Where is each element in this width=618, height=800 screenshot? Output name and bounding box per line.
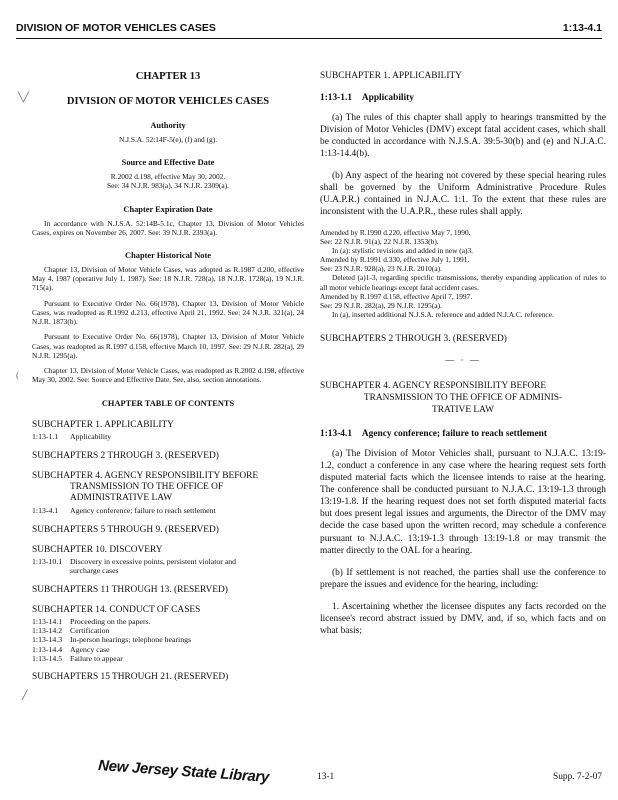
history-line: See: 22 N.J.R. 91(a), 22 N.J.R. 1353(b). bbox=[320, 237, 439, 247]
source-text: See: 34 N.J.R. 983(a), 34 N.J.R. 2309(a). bbox=[107, 181, 229, 191]
toc-subchapter bbox=[32, 544, 304, 576]
toc-subchapter-title: ADMINISTRATIVE LAW bbox=[70, 492, 173, 503]
subchapter-heading bbox=[320, 380, 606, 416]
subchapter-heading-line: TRANSMISSION TO THE OFFICE OF ADMINIS- bbox=[363, 393, 563, 404]
toc-subchapter-title: SUBCHAPTER 4. AGENCY RESPONSIBILITY BEFORE bbox=[32, 470, 259, 481]
history-line: Amended by R.1991 d.330, effective July 1, 1991. bbox=[320, 255, 470, 265]
expiration-text: In accordance with N.J.S.A. 52:14B-5.1c, Chapter 13, Division of Motor Vehicles Cases, expires on November 26, 2007. See: 39 N.J.R. 2393(a). bbox=[32, 218, 304, 237]
source-heading: Source and Effective Date bbox=[121, 158, 215, 168]
toc-entry-title: Failure to appear bbox=[70, 654, 123, 663]
toc-entry-title: Agency conference; failure to reach settlement bbox=[70, 506, 216, 516]
toc-subchapter bbox=[32, 470, 304, 516]
subchapter-heading-line: TRATIVE LAW bbox=[432, 405, 494, 416]
chapter-name: DIVISION OF MOTOR VEHICLES CASES bbox=[66, 96, 270, 108]
body-paragraph: (b) If settlement is not reached, the parties shall use the conference to prepare the issues and evidence for the hearing, including: bbox=[320, 567, 606, 590]
toc-subchapter-title: SUBCHAPTERS 15 THROUGH 21. (RESERVED) bbox=[32, 672, 229, 683]
page-number: 13-1 bbox=[317, 772, 335, 782]
toc-entry bbox=[32, 506, 304, 515]
section-number: 1:13-4.1 bbox=[320, 429, 353, 440]
chapter-number: CHAPTER 13 bbox=[135, 71, 201, 82]
toc-subchapter bbox=[32, 671, 304, 683]
subchapter-heading: SUBCHAPTER 1. APPLICABILITY bbox=[320, 71, 462, 81]
toc-entry-number: 1:13-10.1 bbox=[32, 556, 63, 566]
history-paragraph: Pursuant to Executive Order No. 66(1978), Chapter 13, Division of Motor Vehicle Cases, was readopted as R.1992 d.213, effective April 21, 1992. See: 24 N.J.R. 321(a), 24 N.J.R. 1873(b). bbox=[32, 298, 304, 327]
toc-entry bbox=[32, 635, 304, 644]
section-heading bbox=[320, 428, 606, 440]
authority-heading: Authority bbox=[150, 120, 186, 130]
toc-entry-number: 1:13-14.1 bbox=[32, 616, 63, 626]
authority-text: N.J.S.A. 52:14F-5(e), (f) and (g). bbox=[118, 134, 218, 144]
left-column bbox=[32, 70, 304, 691]
section-title: Agency conference; failure to reach settlement bbox=[361, 429, 547, 440]
toc-entry bbox=[32, 557, 304, 576]
toc-entry bbox=[32, 645, 304, 654]
toc-subchapter-title: SUBCHAPTERS 11 THROUGH 13. (RESERVED) bbox=[32, 584, 228, 595]
section-history bbox=[320, 228, 606, 318]
header-title: DIVISION OF MOTOR VEHICLES CASES bbox=[16, 22, 216, 34]
margin-mark: ╲╱ bbox=[18, 92, 29, 102]
section-number: 1:13-1.1 bbox=[320, 93, 353, 104]
toc-subchapter bbox=[32, 584, 304, 596]
toc-subchapter bbox=[32, 450, 304, 462]
toc-subchapter bbox=[32, 524, 304, 536]
body-paragraph: (a) The rules of this chapter shall apply to hearings transmitted by the Division of Motor Vehicles (DMV) except fatal accident cases, which shall be conducted in accordance with N.J.S.A. 39:5-30(b) and (e) and N.J.A.C. 1:13-14.4(b). bbox=[320, 113, 606, 160]
toc-entry-number: 1:13-14.3 bbox=[32, 635, 63, 645]
body-paragraph: (a) The Division of Motor Vehicles shall, pursuant to N.J.A.C. 13:19-1.2, conduct a conference in any case where the hearing request sets forth disputed material facts which the licensee intends to raise at the hearing. The conference shall be conducted pursuant to N.J.A.C. 13:19-1.3 through 13:19-1.8. If the hearing request does not set forth disputed material facts but does present legal issues and arguments, the Director of the DMV may decide the case based upon the written record, may schedule a conference pursuant to N.J.A.C. 13:19-1.3 through 13:19-1.8 or may transmit the matter directly to the OAL for a hearing. bbox=[320, 449, 606, 556]
toc-entry-number: 1:13-14.2 bbox=[32, 625, 63, 635]
history-line: In (a): stylistic revisions and added in new (a)3. bbox=[332, 246, 473, 256]
supplement-date: Supp. 7-2-07 bbox=[553, 772, 602, 782]
history-paragraph: Chapter 13, Division of Motor Vehicle Cases, was readopted as R.2002 d.198, effective May 30, 2002. See: Source and Effective Date. See, also, section annotations. bbox=[32, 366, 304, 385]
history-line: See: 23 N.J.R. 928(a), 23 N.J.R. 2010(a). bbox=[320, 264, 442, 274]
section-divider: — · — bbox=[445, 354, 481, 365]
toc-entry-title: In-person hearings; telephone hearings bbox=[70, 635, 192, 645]
toc-entry-number: 1:13-14.4 bbox=[32, 644, 63, 654]
history-line: Deleted (a)1-3, regarding specific transmissions, thereby expanding application of rules to all motor vehicle hearings except fatal accident cases. bbox=[320, 273, 606, 292]
toc-subchapter-title: SUBCHAPTERS 5 THROUGH 9. (RESERVED) bbox=[32, 524, 219, 535]
body-paragraph: 1. Ascertaining whether the licensee disputes any facts recorded on the licensee's record abstract issued by DMV, and, if so, which facts and on what basis; bbox=[320, 601, 606, 636]
toc-subchapter-title: TRANSMISSION TO THE OFFICE OF bbox=[70, 481, 224, 492]
history-line: In (a), inserted additional N.J.S.A. reference and added N.J.A.C. reference. bbox=[332, 309, 554, 319]
expiration-heading: Chapter Expiration Date bbox=[123, 204, 213, 214]
toc-entry-title: Proceeding on the papers. bbox=[70, 616, 151, 626]
history-line: Amended by R.1990 d.220, effective May 7, 1990. bbox=[320, 228, 471, 238]
margin-mark: ( bbox=[16, 370, 19, 380]
header-section: 1:13-4.1 bbox=[562, 22, 602, 34]
toc-entry-title: Agency case bbox=[70, 644, 110, 654]
history-heading: Chapter Historical Note bbox=[125, 251, 211, 261]
history-line: Amended by R.1997 d.158, effective April 7, 1997. bbox=[320, 291, 473, 301]
history-line: See: 29 N.J.R. 282(a), 29 N.J.R. 1295(a). bbox=[320, 300, 442, 310]
subchapter-heading-line: SUBCHAPTER 4. AGENCY RESPONSIBILITY BEFORE bbox=[320, 381, 547, 392]
section-title: Applicability bbox=[361, 93, 414, 104]
history-paragraph: Chapter 13, Division of Motor Vehicle Cases, was adopted as R.1987 d.200, effective May 4, 1987 (operative July 1, 1987). See: 18 N.J.R. 728(a), 18 N.J.R. 1728(a), 19 N.J.R. 715(a). bbox=[32, 264, 304, 293]
toc-entry-number: 1:13-14.5 bbox=[32, 654, 63, 663]
library-stamp: New Jersey State Library bbox=[97, 757, 270, 786]
source-text: R.2002 d.198, effective May 30, 2002. bbox=[110, 171, 226, 181]
toc-entry bbox=[32, 617, 304, 626]
toc-title: CHAPTER TABLE OF CONTENTS bbox=[101, 398, 235, 408]
toc-subchapter bbox=[32, 419, 304, 441]
running-header bbox=[16, 22, 602, 39]
toc-subchapter-title: SUBCHAPTER 14. CONDUCT OF CASES bbox=[32, 604, 201, 615]
margin-mark: ╱ bbox=[22, 690, 28, 700]
toc-entry-title: Certification bbox=[70, 625, 110, 635]
toc-entry bbox=[32, 654, 304, 663]
right-column bbox=[320, 70, 606, 647]
toc-entry-number: 1:13-1.1 bbox=[32, 432, 59, 442]
section-heading bbox=[320, 92, 606, 104]
toc-subchapter bbox=[32, 604, 304, 664]
toc-entry bbox=[32, 626, 304, 635]
toc-entry-title: Applicability bbox=[70, 432, 112, 442]
toc-entry-number: 1:13-4.1 bbox=[32, 506, 59, 516]
toc-subchapter-title: SUBCHAPTER 1. APPLICABILITY bbox=[32, 420, 174, 431]
toc-subchapter-title: SUBCHAPTERS 2 THROUGH 3. (RESERVED) bbox=[32, 450, 219, 461]
toc-subchapter-title: SUBCHAPTER 10. DISCOVERY bbox=[32, 544, 163, 555]
body-paragraph: (b) Any aspect of the hearing not covered by these special hearing rules shall be governed by the Uniform Administrative Procedure Rules (U.A.P.R.) contained in N.J.A.C. 1:1. To the extent that these rules are inconsistent with the U.A.P.R., these rules shall apply. bbox=[320, 171, 606, 218]
history-paragraph: Pursuant to Executive Order No. 66(1978), Chapter 13, Division of Motor Vehicle Cases, was readopted as R.1997 d.158, effective March 10, 1997. See: 29 N.J.R. 282(a), 29 N.J.R. 1295(a). bbox=[32, 332, 304, 360]
toc-entry-title: Discovery in excessive points, persistent violator and surcharge cases bbox=[70, 556, 237, 576]
subchapter-heading: SUBCHAPTERS 2 THROUGH 3. (RESERVED) bbox=[320, 333, 507, 344]
toc-entry bbox=[32, 432, 304, 441]
